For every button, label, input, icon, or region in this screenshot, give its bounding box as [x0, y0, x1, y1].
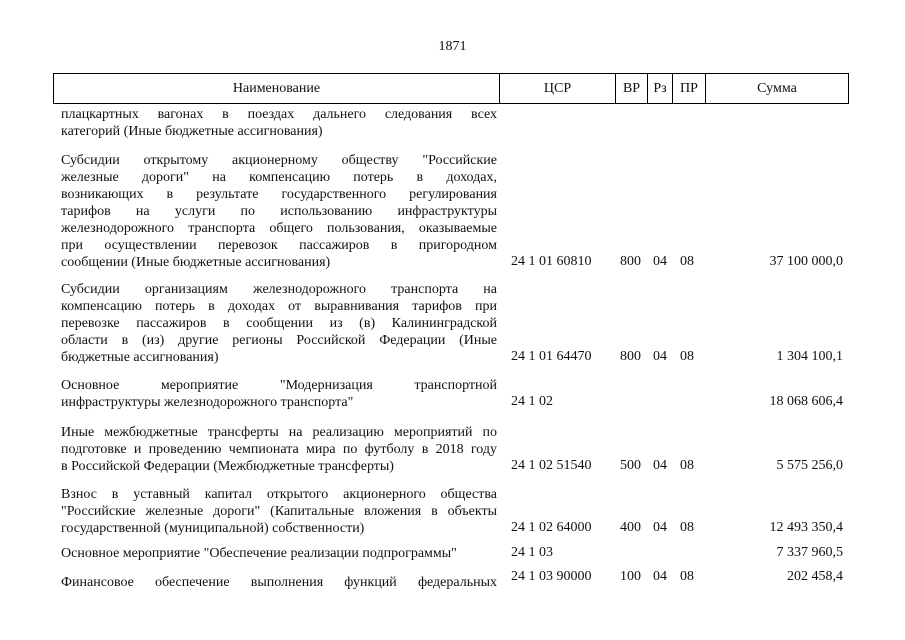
row-vr: 800	[620, 349, 641, 364]
row-name-line: железнодорожного транспорта общего пользования, оказываемые	[61, 221, 497, 236]
row-vr: 100	[620, 569, 641, 584]
row-name-line: категорий (Иные бюджетные ассигнования)	[61, 124, 323, 139]
row-pr: 08	[680, 349, 694, 364]
row-pr: 08	[680, 520, 694, 535]
row-csr: 24 1 01 64470	[511, 349, 592, 364]
row-name-line: сообщении (Иные бюджетные ассигнования)	[61, 255, 331, 270]
row-pr: 08	[680, 458, 694, 473]
row-rz: 04	[653, 520, 667, 535]
row-sum: 37 100 000,0	[769, 254, 843, 269]
row-name	[61, 486, 497, 537]
header-sum: Сумма	[757, 80, 797, 96]
row-rz: 04	[653, 349, 667, 364]
row-csr: 24 1 03 90000	[511, 569, 592, 584]
header-rz: Рз	[648, 74, 673, 103]
header-name: Наименование	[54, 74, 500, 103]
row-name-line: подготовке и проведению чемпионата мира по футболу в 2018 году	[61, 442, 497, 457]
row-csr: 24 1 02 64000	[511, 520, 592, 535]
row-sum: 5 575 256,0	[776, 458, 843, 473]
row-name-line: государственной (муниципальной) собственности)	[61, 521, 365, 536]
page-number: 1871	[438, 39, 467, 54]
table-header	[53, 73, 849, 104]
row-name-line: в Российской Федерации (Межбюджетные трансферты)	[61, 459, 394, 474]
row-csr: 24 1 02 51540	[511, 458, 592, 473]
row-rz: 04	[653, 569, 667, 584]
row-name-line: тарифов на услуги по использованию инфраструктуры	[61, 204, 497, 219]
row-rz: 04	[653, 458, 667, 473]
row-sum: 202 458,4	[787, 569, 843, 584]
row-name	[61, 152, 497, 271]
row-name-line: Основное мероприятие "Обеспечение реализации подпрограммы"	[61, 546, 457, 561]
header-vr: ВР	[616, 74, 648, 103]
row-name-line: Иные межбюджетные трансферты на реализацию мероприятий по	[61, 425, 497, 440]
row-name-line: Субсидии открытому акционерному обществу "Российские	[61, 153, 497, 168]
header-csr: ЦСР	[500, 74, 616, 103]
row-name	[61, 574, 497, 591]
row-name-line: компенсацию потерь в доходах от выравнивания тарифов при	[61, 299, 497, 314]
row-sum: 7 337 960,5	[776, 545, 843, 560]
row-name	[61, 424, 497, 475]
row-csr: 24 1 02	[511, 394, 553, 409]
row-name-line: бюджетные ассигнования)	[61, 350, 219, 365]
row-name-line: "Российские железные дороги" (Капитальные вложения в объекты	[61, 504, 497, 519]
row-name	[61, 377, 497, 411]
row-vr: 800	[620, 254, 641, 269]
row-rz: 04	[653, 254, 667, 269]
header-pr: ПР	[673, 74, 706, 103]
row-pr: 08	[680, 569, 694, 584]
row-vr: 500	[620, 458, 641, 473]
row-name-line: возникающих в результате государственного регулирования	[61, 187, 497, 202]
row-vr: 400	[620, 520, 641, 535]
row-name-line: перевозке пассажиров в сообщении из (в) Калининградской	[61, 316, 497, 331]
row-csr: 24 1 01 60810	[511, 254, 592, 269]
row-name-line: области в (из) другие регионы Российской Федерации (Иные	[61, 333, 497, 348]
row-name-line: Субсидии организациям железнодорожного транспорта на	[61, 282, 497, 297]
row-name-line: при осуществлении перевозок пассажиров в пригородном	[61, 238, 497, 253]
row-name-line: плацкартных вагонах в поездах дальнего следования всех	[61, 107, 497, 122]
row-name	[61, 545, 497, 562]
row-name	[61, 106, 497, 140]
row-sum: 18 068 606,4	[769, 394, 843, 409]
row-name-line: Взнос в уставный капитал открытого акционерного общества	[61, 487, 497, 502]
row-csr: 24 1 03	[511, 545, 553, 560]
row-name-line: Основное мероприятие "Модернизация транспортной	[61, 378, 497, 393]
row-sum: 12 493 350,4	[769, 520, 843, 535]
row-name	[61, 281, 497, 366]
row-sum: 1 304 100,1	[776, 349, 843, 364]
row-name-line: инфраструктуры железнодорожного транспорта"	[61, 395, 354, 410]
row-name-line: железные дороги" на компенсацию потерь в доходах,	[61, 170, 497, 185]
row-pr: 08	[680, 254, 694, 269]
row-name-line: Финансовое обеспечение выполнения функций федеральных	[61, 575, 497, 590]
